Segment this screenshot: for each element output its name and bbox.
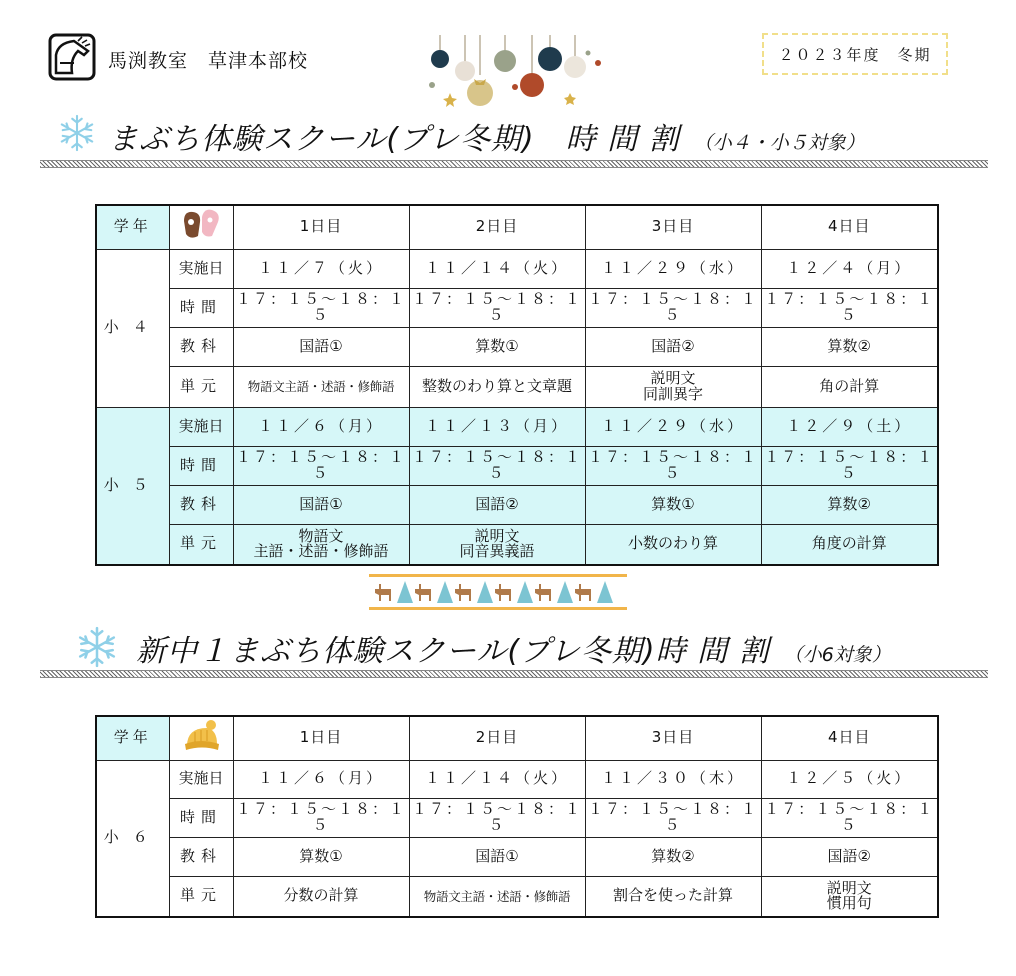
subject-cell: 国語②	[585, 327, 761, 366]
date-cell: １１／７（火）	[233, 249, 409, 288]
time-cell: １７：１５～１８：１５	[761, 288, 938, 327]
unit-cell	[233, 876, 409, 917]
time-cell: １７：１５～１８：１５	[409, 288, 585, 327]
row-label-time: 時間	[169, 798, 233, 837]
unit-cell	[761, 366, 938, 407]
unit-line: 説明文	[826, 878, 872, 897]
section2-divider	[40, 670, 988, 678]
day-3-header: 3日目	[585, 716, 761, 760]
g5-subject-row	[96, 485, 938, 524]
unit-cell	[409, 524, 585, 565]
subject-cell: 算数②	[761, 485, 938, 524]
row-label-subject: 教科	[169, 327, 233, 366]
unit-line: 角の計算	[819, 376, 880, 395]
subject-cell: 国語①	[233, 485, 409, 524]
section2-subtitle: （小6対象）	[783, 644, 891, 666]
unit-cell	[761, 876, 938, 917]
time-cell: １７：１５～１８：１５	[761, 446, 938, 485]
g6-time-row	[96, 798, 938, 837]
date-cell: １２／９（土）	[761, 407, 938, 446]
time-cell: １７：１５～１８：１５	[233, 798, 409, 837]
day-2-header: 2日目	[409, 716, 585, 760]
subject-cell: 算数②	[761, 327, 938, 366]
unit-line: 整数のわり算と文章題	[421, 376, 572, 395]
subject-cell: 国語②	[409, 485, 585, 524]
grade-label: 小６	[96, 760, 169, 917]
unit-line: 物語文主語・述語・修飾語	[423, 888, 571, 904]
grade-header: 学年	[96, 716, 169, 760]
unit-cell	[233, 366, 409, 407]
school-name: 馬渕教室 草津本部校	[108, 50, 309, 72]
unit-line: 同訓異字	[642, 384, 703, 403]
snowflake-icon	[58, 114, 96, 152]
date-cell: １２／５（火）	[761, 760, 938, 798]
section1-subtitle: （小４・小５対象）	[693, 132, 865, 154]
mittens-icon	[178, 207, 224, 243]
unit-cell	[585, 366, 761, 407]
section1-divider	[40, 160, 988, 168]
g4-time-row	[96, 288, 938, 327]
row-label-subject: 教科	[169, 485, 233, 524]
row-label-time: 時間	[169, 288, 233, 327]
time-cell: １７：１５～１８：１５	[409, 446, 585, 485]
unit-cell	[761, 524, 938, 565]
subject-cell: 算数①	[233, 837, 409, 876]
unit-line: 割合を使った計算	[612, 886, 733, 905]
unit-line: 説明文	[474, 526, 520, 545]
row-label-time: 時間	[169, 446, 233, 485]
unit-line: 物語文主語・述語・修飾語	[247, 378, 395, 394]
day-1-header: 1日目	[233, 716, 409, 760]
section2-title: 新中１まぶち体験スクール(プレ冬期)時 間 割	[136, 634, 770, 669]
school-logo-icon	[48, 33, 96, 81]
time-cell: １７：１５～１８：１５	[585, 798, 761, 837]
unit-line: 主語・述語・修飾語	[253, 542, 389, 561]
date-cell: １１／１４（火）	[409, 249, 585, 288]
unit-line: 角度の計算	[811, 534, 887, 553]
section2-heading	[136, 626, 891, 670]
unit-cell	[585, 524, 761, 565]
day-3-header: 3日目	[585, 205, 761, 249]
g6-date-row	[96, 760, 938, 798]
header-row	[96, 716, 938, 760]
term-label: ２０２３年度 冬期	[762, 33, 948, 75]
subject-cell: 算数①	[585, 485, 761, 524]
subject-cell: 国語①	[233, 327, 409, 366]
row-label-subject: 教科	[169, 837, 233, 876]
mittens-icon-cell	[169, 205, 233, 249]
date-cell: １１／２９（水）	[585, 249, 761, 288]
reindeer-garland-decoration-icon	[367, 573, 629, 611]
knit-hat-icon-cell	[169, 716, 233, 760]
time-cell: １７：１５～１８：１５	[761, 798, 938, 837]
date-cell: １１／３０（木）	[585, 760, 761, 798]
timetable-grade6	[95, 715, 939, 918]
unit-line: 物語文	[298, 526, 344, 545]
subject-cell: 国語①	[409, 837, 585, 876]
day-2-header: 2日目	[409, 205, 585, 249]
date-cell: １１／１４（火）	[409, 760, 585, 798]
section1-heading	[108, 114, 865, 158]
unit-cell	[409, 366, 585, 407]
g4-subject-row	[96, 327, 938, 366]
unit-line: 同音異義語	[459, 542, 535, 561]
g4-date-row	[96, 249, 938, 288]
unit-line: 分数の計算	[283, 886, 359, 905]
time-cell: １７：１５～１８：１５	[233, 446, 409, 485]
date-cell: １１／６（月）	[233, 407, 409, 446]
subject-cell: 算数①	[409, 327, 585, 366]
g4-unit-row	[96, 366, 938, 407]
knit-hat-icon	[181, 718, 221, 754]
row-label-date: 実施日	[169, 407, 233, 446]
day-4-header: 4日目	[761, 205, 938, 249]
row-label-date: 実施日	[169, 249, 233, 288]
date-cell: １２／４（月）	[761, 249, 938, 288]
time-cell: １７：１５～１８：１５	[409, 798, 585, 837]
date-cell: １１／６（月）	[233, 760, 409, 798]
unit-cell	[409, 876, 585, 917]
ornaments-decoration-icon	[420, 35, 610, 110]
time-cell: １７：１５～１８：１５	[233, 288, 409, 327]
snowflake-icon	[76, 626, 118, 668]
subject-cell: 算数②	[585, 837, 761, 876]
unit-line: 小数のわり算	[627, 534, 718, 553]
unit-cell	[233, 524, 409, 565]
time-cell: １７：１５～１８：１５	[585, 446, 761, 485]
day-1-header: 1日目	[233, 205, 409, 249]
timetable-grade4-5	[95, 204, 939, 566]
unit-cell	[585, 876, 761, 917]
section1-title: まぶち体験スクール(プレ冬期) 時 間 割	[108, 122, 680, 157]
row-label-unit: 単元	[169, 366, 233, 407]
g5-date-row	[96, 407, 938, 446]
grade-label: 小５	[96, 407, 169, 565]
grade-header: 学年	[96, 205, 169, 249]
date-cell: １１／１３（月）	[409, 407, 585, 446]
date-cell: １１／２９（水）	[585, 407, 761, 446]
row-label-unit: 単元	[169, 876, 233, 917]
unit-line: 説明文	[650, 368, 696, 387]
row-label-unit: 単元	[169, 524, 233, 565]
g5-unit-row	[96, 524, 938, 565]
g5-time-row	[96, 446, 938, 485]
time-cell: １７：１５～１８：１５	[585, 288, 761, 327]
subject-cell: 国語②	[761, 837, 938, 876]
row-label-date: 実施日	[169, 760, 233, 798]
g6-subject-row	[96, 837, 938, 876]
grade-label: 小４	[96, 249, 169, 407]
day-4-header: 4日目	[761, 716, 938, 760]
unit-line: 慣用句	[826, 894, 872, 913]
g6-unit-row	[96, 876, 938, 917]
header-row	[96, 205, 938, 249]
